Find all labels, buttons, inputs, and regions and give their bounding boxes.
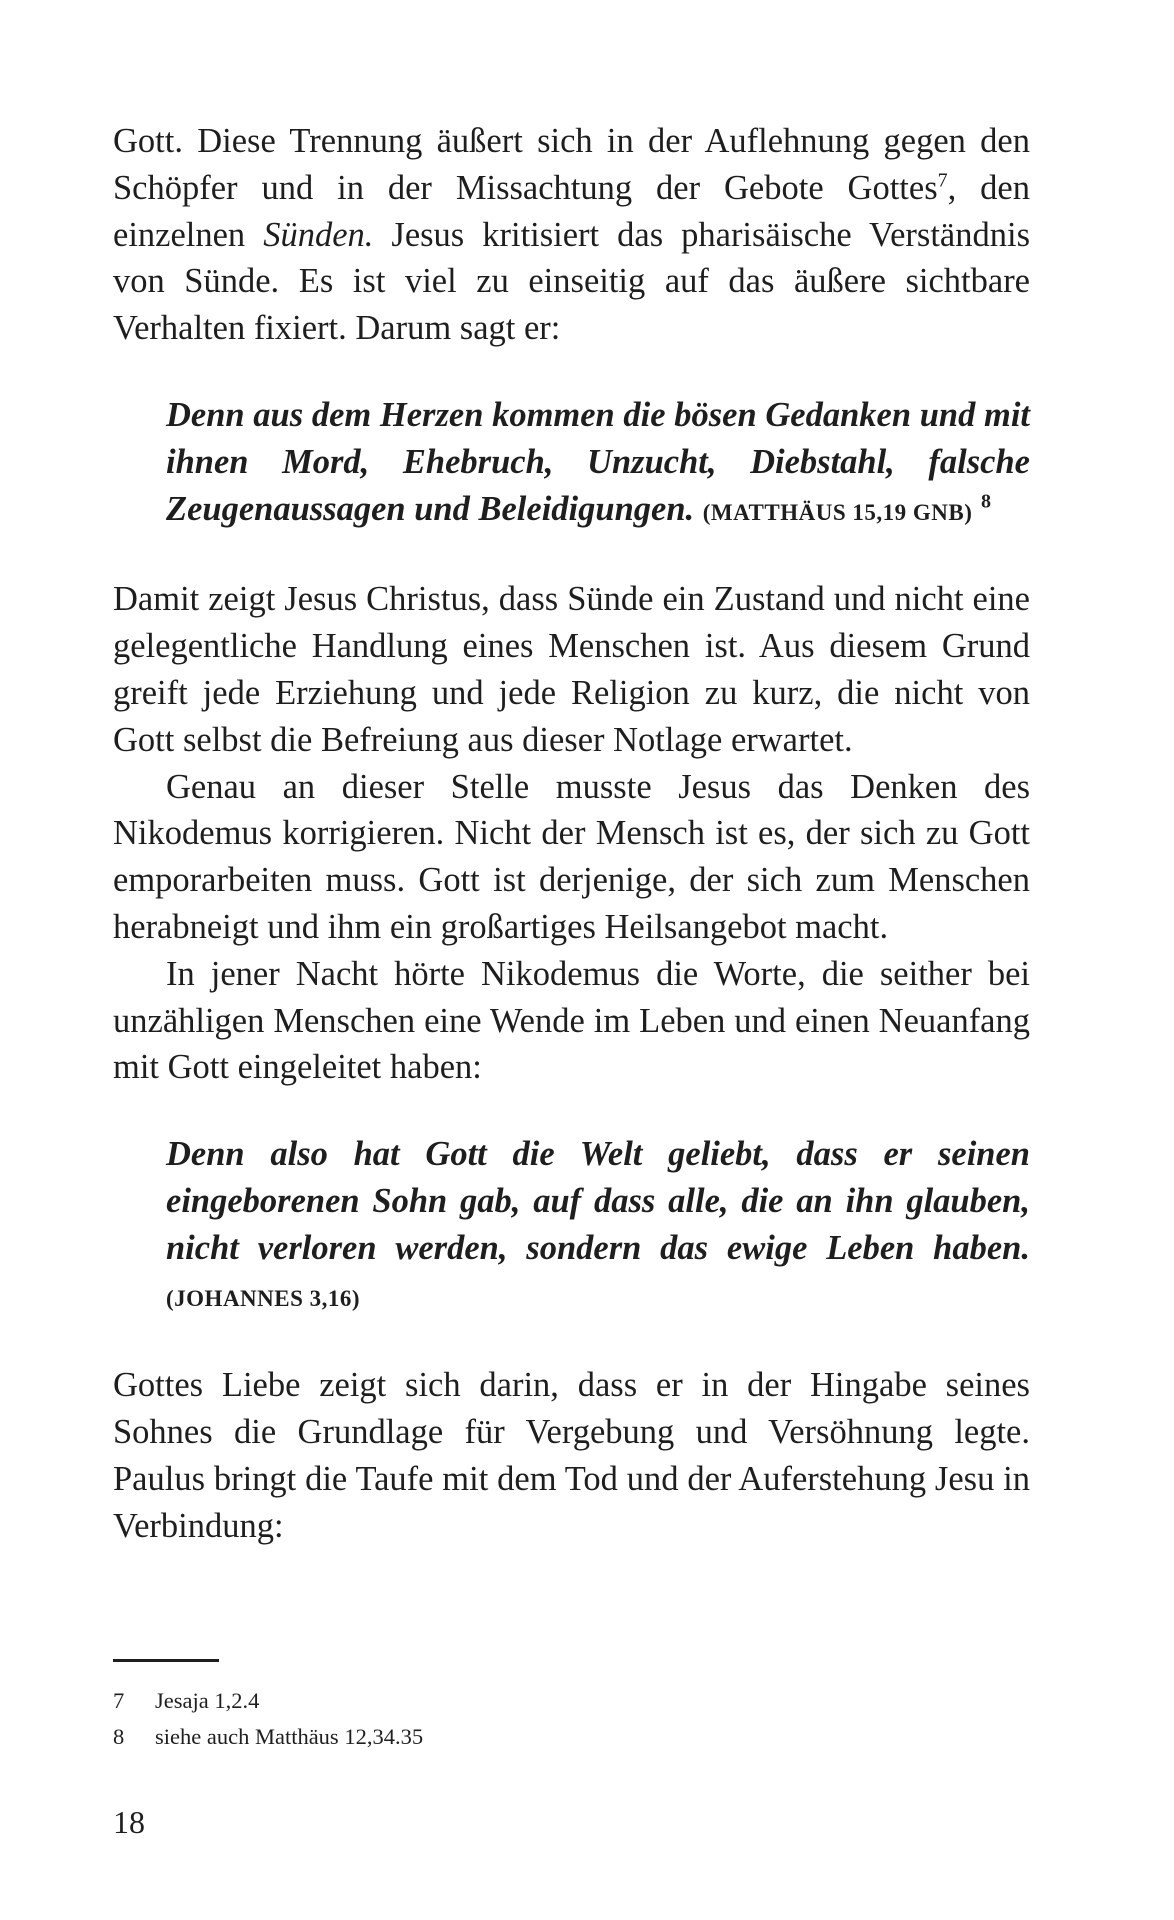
bible-quote-john-text: Denn also hat Gott die Welt geliebt, dass er seinen eingeborenen Sohn gab, auf dass alle, die an ihn glauben, nicht verloren werden, sondern das ewige Leben haben. <box>166 1135 1030 1267</box>
bible-quote-matthew-reference: (MATTHÄUS 15,19 GNB) <box>702 499 973 525</box>
paragraph-4: In jener Nacht hörte Nikodemus die Worte, die seither bei unzähligen Menschen eine Wende im Leben und einen Neuanfang mit Gott eingeleitet haben: <box>113 954 1030 1087</box>
footnote-text: siehe auch Matthäus 12,34.35 <box>155 1724 424 1749</box>
page-body <box>113 118 1030 1550</box>
paragraph-1-emphasis: Sünden. <box>263 215 374 254</box>
paragraph-1 <box>113 118 1030 352</box>
paragraph-1-text-b: , den einzelnen <box>113 168 1030 254</box>
bible-quote-matthew-text: Denn aus dem Herzen kommen die bösen Gedanken und mit ihnen Mord, Ehebruch, Unzucht, Diebstahl, falsche Zeugenaussagen und Beleidigungen. <box>166 395 1030 528</box>
footnotes <box>113 1683 1030 1755</box>
footnote-8 <box>113 1719 1030 1755</box>
bible-quote-matthew <box>166 392 1030 536</box>
footnote-number: 7 <box>113 1688 125 1713</box>
paragraph-1-text-a: Gott. Diese Trennung äußert sich in der Auflehnung gegen den Schöpfer und in der Missachtung der Gebote Gottes <box>113 122 1030 207</box>
footnote-divider <box>113 1659 219 1662</box>
footnote-text: Jesaja 1,2.4 <box>155 1688 260 1713</box>
paragraph-3: Genau an dieser Stelle musste Jesus das Denken des Nikodemus korrigieren. Nicht der Mensch ist es, der sich zu Gott emporarbeiten muss. Gott ist derjenige, der sich zum Menschen herabneigt und ihm ein großartiges Heilsangebot macht. <box>113 767 1030 946</box>
page-number: 18 <box>113 1804 145 1840</box>
bible-quote-john-reference: (JOHANNES 3,16) <box>166 1285 361 1311</box>
footnote-ref-7[interactable]: 7 <box>937 169 948 192</box>
footnote-7 <box>113 1683 1030 1719</box>
paragraph-2: Damit zeigt Jesus Christus, dass Sünde ein Zustand und nicht eine gelegentliche Handlung eines Menschen ist. Aus diesem Grund greift jede Erziehung und jede Religion zu kurz, die nicht von Gott selbst die Befreiung aus dieser Notlage erwartet. <box>113 580 1030 759</box>
paragraph-5: Gottes Liebe zeigt sich darin, dass er in der Hingabe seines Sohnes die Grundlage für Vergebung und Versöhnung legte. Paulus bringt die Taufe mit dem Tod und der Auferstehung Jesu in Verbindung: <box>113 1366 1030 1545</box>
paragraph-1-text-c: Jesus kritisiert das pharisäische Verständnis von Sünde. Es ist viel zu einseitig auf das äußere sichtbare Verhalten fixiert. Darum sagt er: <box>113 215 1031 348</box>
footnote-number: 8 <box>113 1724 125 1749</box>
bible-quote-john <box>166 1131 1030 1322</box>
footnote-ref-8[interactable]: 8 <box>981 490 991 513</box>
